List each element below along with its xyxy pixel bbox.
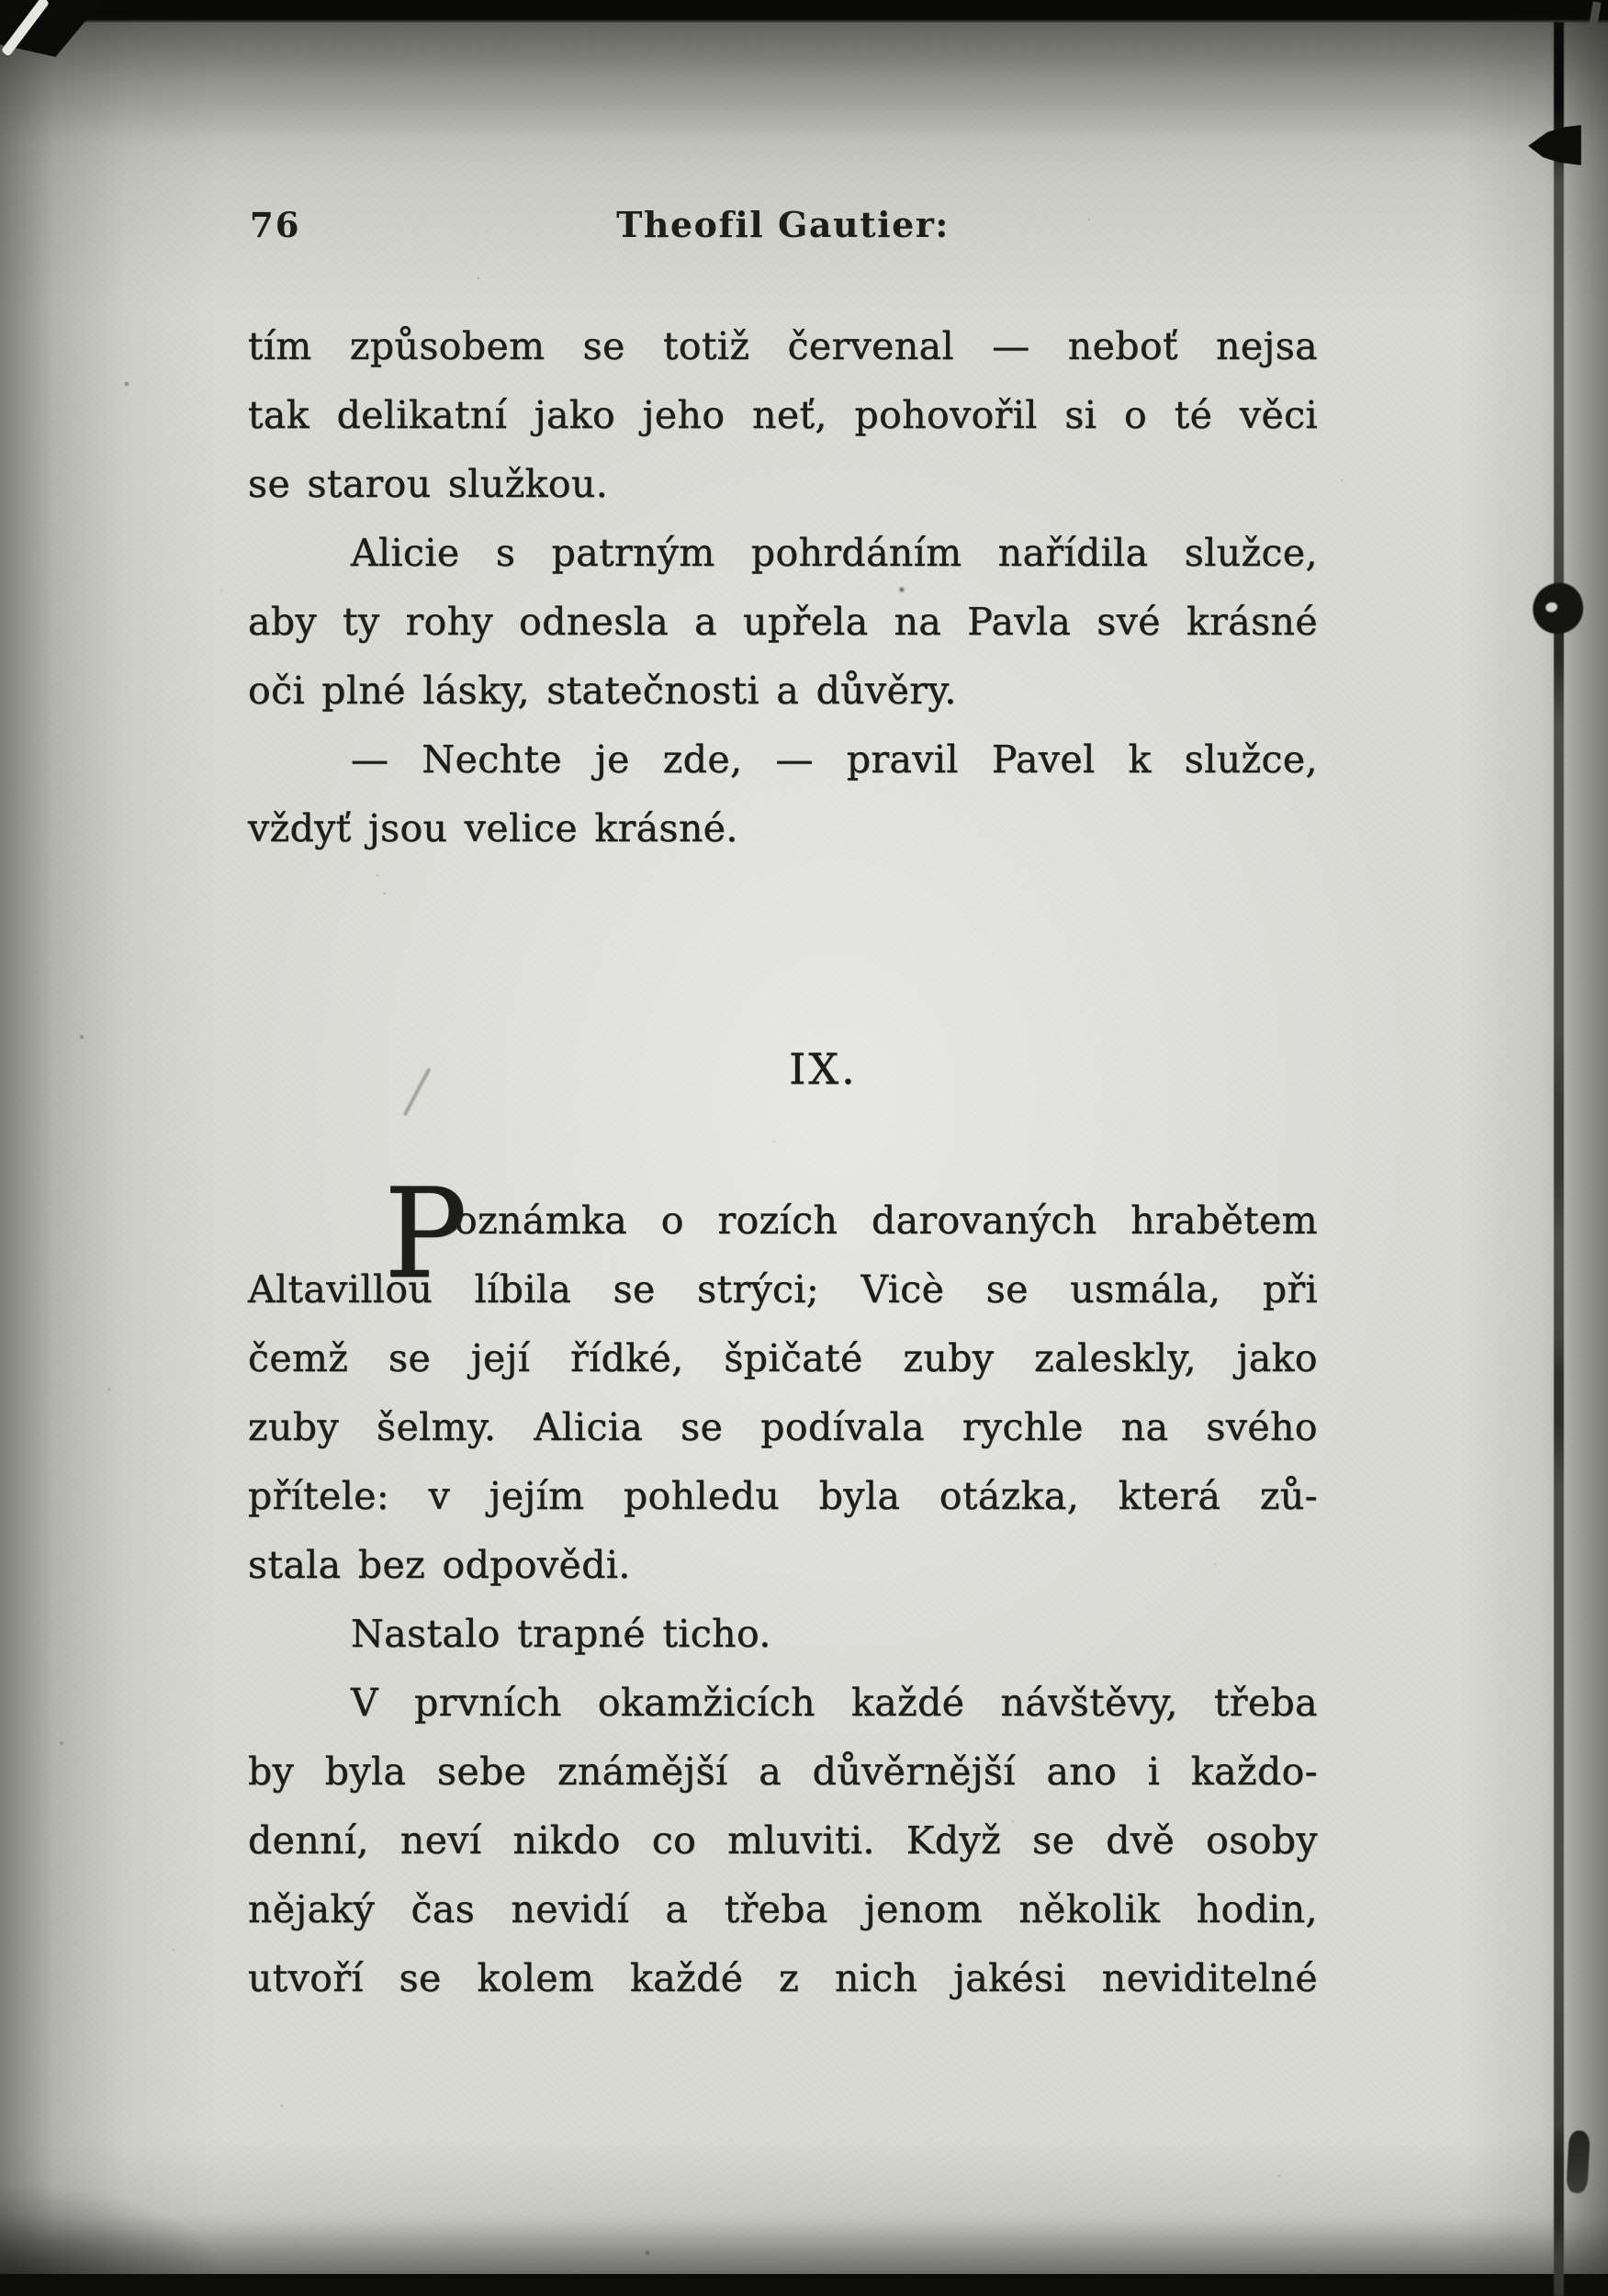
running-header: Theofil Gautier: <box>616 204 950 245</box>
paragraph <box>248 1669 1318 2013</box>
text-line: V prvních okamžicích každé návštěvy, třeba <box>351 1681 1318 1725</box>
page-number: 76 <box>250 205 301 245</box>
paragraph <box>248 1600 1318 1669</box>
ink-blot-bottom <box>1566 2130 1591 2193</box>
scan-bottom-border <box>0 2274 1608 2296</box>
text-line: čemž se její řídké, špičaté zuby zaleskly, jako <box>248 1336 1318 1380</box>
paragraph <box>248 1162 1318 1600</box>
paragraph <box>248 519 1318 726</box>
text-line: stala bez odpovědi. <box>248 1543 631 1587</box>
text-line: denní, neví nikdo co mluviti. Když se dvě osoby <box>248 1818 1318 1863</box>
text-line: — Nechte je zde, — pravil Pavel k služce, <box>351 737 1318 782</box>
body-text-upper <box>248 312 1318 863</box>
drop-cap-initial: P <box>384 1162 467 1306</box>
text-line: utvoří se kolem každé z nich jakési neviditelné <box>248 1956 1318 2000</box>
right-margin-shading <box>1565 0 1608 2296</box>
top-edge-shadow <box>0 24 1608 143</box>
text-line: přítele: v jejím pohledu byla otázka, která zů- <box>248 1474 1318 1518</box>
text-line: tak delikatní jako jeho neť, pohovořil si o té věci <box>248 393 1318 437</box>
text-line: Nastalo trapné ticho. <box>351 1612 771 1656</box>
text-line: zuby šelmy. Alicia se podívala rychle na svého <box>248 1405 1318 1449</box>
body-text-lower <box>248 1162 1318 2013</box>
text-line: oči plné lásky, statečnosti a důvěry. <box>248 669 957 713</box>
section-heading: IX. <box>789 1044 858 1094</box>
text-line: tím způsobem se totiž červenal — neboť nejsa <box>248 324 1318 368</box>
paragraph <box>248 312 1318 519</box>
text-line: by byla sebe známější a důvěrnější ano i každo- <box>248 1750 1318 1794</box>
text-line: se starou služkou. <box>248 462 609 506</box>
text-line: oznámka o rozích darovaných hrabětem <box>455 1199 1318 1243</box>
text-line: Altavillou líbila se strýci; Vicè se usmála, při <box>248 1267 1318 1311</box>
scan-corner-bottom-left <box>0 2186 220 2278</box>
text-line: nějaký čas nevidí a třeba jenom několik hodin, <box>248 1887 1318 1931</box>
text-line: Alicie s patrným pohrdáním nařídila služce, <box>351 531 1318 575</box>
page-header-row <box>248 200 1318 250</box>
paragraph <box>248 726 1318 863</box>
scan-top-border <box>0 0 1608 25</box>
text-line: vždyť jsou velice krásné. <box>248 806 738 850</box>
bottom-edge-shadow <box>0 2215 1608 2274</box>
text-line: aby ty rohy odnesla a upřela na Pavla své krásné <box>248 600 1318 644</box>
page-gutter-shadow <box>1554 22 1564 2296</box>
